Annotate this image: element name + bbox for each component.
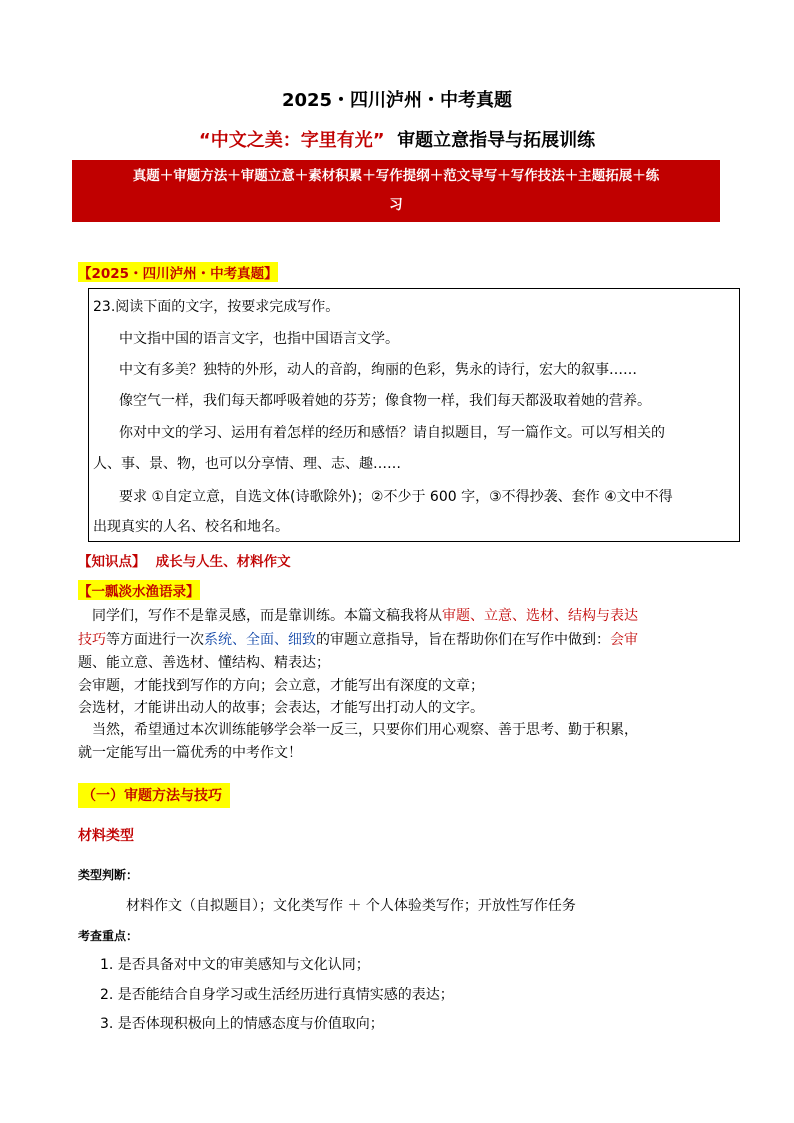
question-prompt: 23.阅读下面的文字，按要求完成写作。: [93, 299, 340, 315]
intro-text: 等方面进行一次: [106, 632, 204, 648]
subtitle-rest: 审题立意指导与拓展训练: [397, 130, 596, 151]
page-subtitle: [0, 126, 794, 152]
type-description: 材料作文（自拟题目）；文化类写作 ＋ 个人体验类写作；开放性写作任务: [126, 898, 576, 914]
question-requirements-a: 要求 ①自定立意，自选文体(诗歌除外)；②不少于 600 字，③不得抄袭、套作 ④文中不得: [119, 489, 673, 505]
knowledge-label: 【知识点】: [78, 554, 146, 570]
intro-line-4: 会审题，才能找到写作的方向；会立意，才能写出有深度的文章；: [78, 678, 484, 694]
knowledge-value: 成长与人生、材料作文: [155, 554, 291, 570]
intro-text: 同学们，写作不是靠灵感，而是靠训练。本篇文稿我将从: [92, 608, 442, 624]
intro-line-5: 会选材，才能讲出动人的故事；会表达，才能写出打动人的文字。: [78, 700, 484, 716]
intro-text: 的审题立意指导，旨在帮助你们在写作中做到：: [316, 632, 610, 648]
focus-item-3: 3. 是否体现积极向上的情感态度与价值取向；: [100, 1016, 384, 1032]
question-paragraph-2: 中文有多美？独特的外形，动人的音韵，绚丽的色彩，隽永的诗行，宏大的叙事……: [119, 362, 637, 378]
type-label: 类型判断：: [78, 868, 139, 882]
intro-line-1: [92, 605, 638, 627]
knowledge-point: [78, 550, 291, 570]
intro-line-6: 当然，希望通过本次训练能够学会举一反三，只要你们用心观察、善于思考、勤于积累，: [92, 722, 638, 738]
question-requirements-b: 出现真实的人名、校名和地名。: [93, 519, 289, 535]
section-heading-2: 材料类型: [78, 828, 134, 844]
section-heading-1: （一）审题方法与技巧: [78, 783, 230, 808]
question-paragraph-1: 中文指中国的语言文字，也指中国语言文学。: [119, 331, 399, 347]
intro-highlight-red: 会审: [610, 632, 638, 648]
question-paragraph-3: 像空气一样，我们每天都呼吸着她的芬芳；像食物一样，我们每天都汲取着她的营养。: [119, 393, 651, 409]
intro-highlight-red: 技巧: [78, 632, 106, 648]
intro-line-3: 题、能立意、善选材、懂结构、精表达；: [78, 655, 330, 671]
question-paragraph-4b: 人、事、景、物，也可以分享情、理、志、趣……: [93, 456, 401, 472]
page-title: 2025・四川泸州・中考真题: [281, 90, 513, 111]
banner-line-2: 习: [389, 197, 403, 213]
exam-heading: 【2025・四川泸州・中考真题】: [78, 262, 278, 282]
focus-label: 考查重点：: [78, 929, 139, 943]
question-box: [88, 288, 740, 542]
subtitle-quote: “中文之美：字里有光”: [198, 130, 385, 151]
focus-item-1: 1. 是否具备对中文的审美感知与文化认同；: [100, 957, 370, 973]
intro-line-7: 就一定能写出一篇优秀的中考作文！: [78, 745, 302, 761]
intro-line-2: [78, 629, 638, 651]
focus-item-2: 2. 是否能结合自身学习或生活经历进行真情实感的表达；: [100, 987, 454, 1003]
intro-highlight-blue: 系统、全面、细致: [204, 632, 316, 648]
banner-line-1: 真题＋审题方法＋审题立意＋素材积累＋写作提纲＋范文导写＋写作技法＋主题拓展＋练: [132, 168, 660, 184]
question-paragraph-4a: 你对中文的学习、运用有着怎样的经历和感悟？请自拟题目，写一篇作文。可以写相关的: [119, 425, 665, 441]
contents-banner: [72, 160, 720, 222]
intro-highlight-red: 审题、立意、选材、结构与表达: [442, 608, 638, 624]
memo-heading: 【一瓢淡水渔语录】: [78, 580, 200, 600]
